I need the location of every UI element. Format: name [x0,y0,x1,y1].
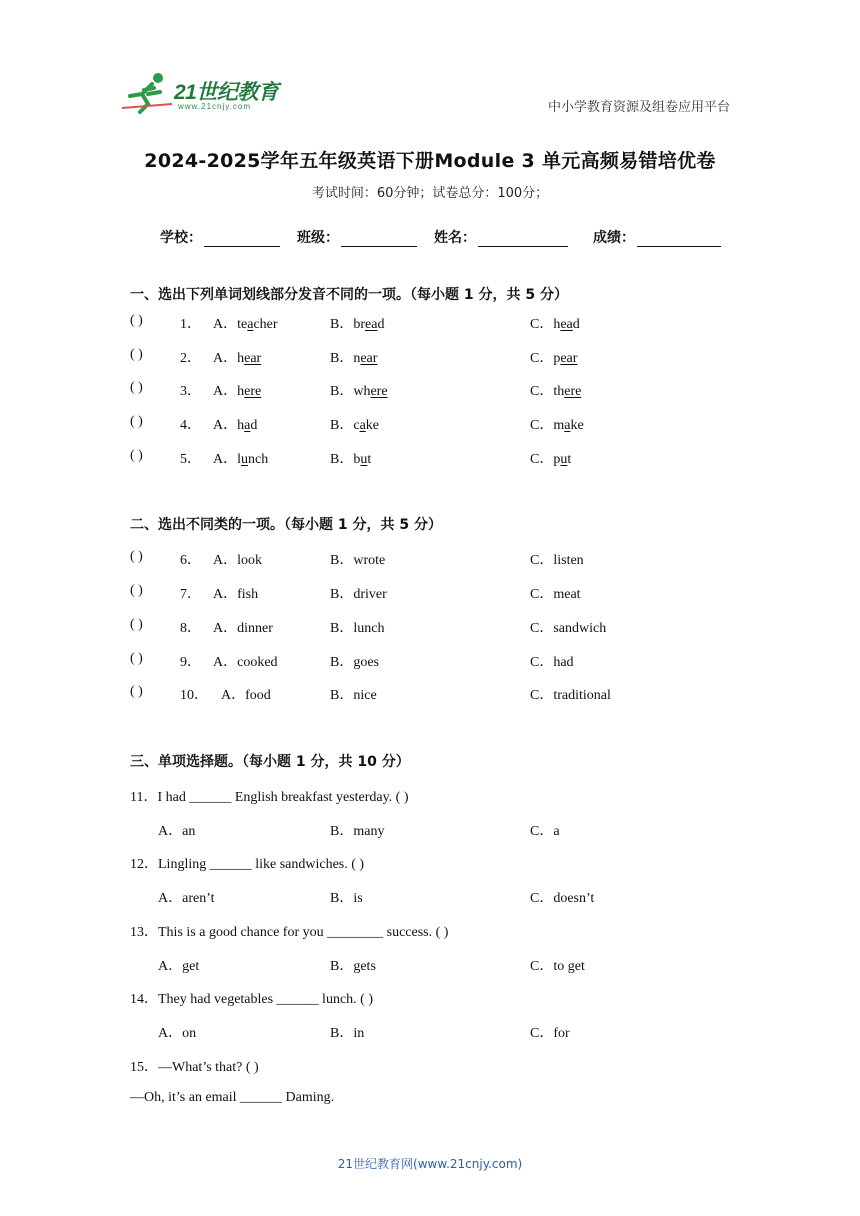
option-b: B．near [330,351,378,366]
question-text: —Oh, it’s an email ______ Daming. [130,1090,335,1105]
question-number: 2． [180,351,201,366]
score-field [593,227,721,247]
option-b[interactable]: B．gets [330,959,376,974]
answer-paren[interactable]: ( ) [130,549,143,564]
question-number: 10． [180,688,208,703]
option-a: A．lunch [213,452,269,467]
class-field [297,227,417,247]
option-a[interactable]: A．an [158,824,196,839]
question-number: 5． [180,452,201,467]
page-title: 2024-2025学年五年级英语下册Module 3 单元高频易错培优卷 [144,150,716,172]
options-row [130,955,730,977]
score-label: 成绩： [593,230,635,246]
question-row [130,313,730,335]
section1-title: 一、选出下列单词划线部分发音不同的一项。（每小题 1 分，共 5 分） [130,287,568,303]
score-blank[interactable] [637,232,721,247]
question-text: 13．This is a good chance for you ________ success. ( ) [130,925,449,940]
name-blank[interactable] [478,232,568,247]
option-b: B．wrote [330,553,386,568]
school-label: 学校： [160,230,202,246]
question-row [130,651,730,673]
question-row [130,380,730,402]
answer-paren[interactable]: ( ) [130,380,143,395]
option-a: A．teacher [213,317,278,332]
option-b: B．goes [330,655,379,670]
exam-info: 考试时间：60分钟；试卷总分：100分； [311,186,549,201]
name-label: 姓名： [434,230,476,246]
footer-link[interactable]: 21世纪教育网(www.21cnjy.com) [337,1157,523,1171]
option-c: C．head [530,317,580,332]
name-field [434,227,568,247]
option-c: C．meat [530,587,581,602]
question-number: 7． [180,587,201,602]
logo-sub-text: www.21cnjy.com [178,102,251,111]
option-a: A．food [221,688,271,703]
option-b: B．where [330,384,388,399]
question-text: 15．—What’s that? ( ) [130,1060,259,1075]
option-a: A．had [213,418,258,433]
option-b: B．lunch [330,621,385,636]
logo [122,70,292,114]
question-row [130,617,730,639]
answer-paren[interactable]: ( ) [130,617,143,632]
option-c: C．had [530,655,574,670]
option-a[interactable]: A．aren’t [158,891,215,906]
option-a: A．dinner [213,621,273,636]
option-c: C．sandwich [530,621,607,636]
options-row [130,820,730,842]
option-c[interactable]: C．for [530,1026,570,1041]
option-a: A．cooked [213,655,278,670]
question-row [130,347,730,369]
question-row [130,684,730,706]
option-c: C．traditional [530,688,611,703]
options-row [130,887,730,909]
question-row [130,583,730,605]
option-a: A．here [213,384,262,399]
option-c: C．pear [530,351,578,366]
section3-title: 三、单项选择题。（每小题 1 分，共 10 分） [130,754,410,770]
answer-paren[interactable]: ( ) [130,313,143,328]
option-a: A．hear [213,351,262,366]
class-blank[interactable] [341,232,417,247]
question-number: 6． [180,553,201,568]
answer-paren[interactable]: ( ) [130,684,143,699]
option-b: B．bread [330,317,385,332]
question-row [130,414,730,436]
option-b: B．but [330,452,372,467]
answer-paren[interactable]: ( ) [130,347,143,362]
option-c[interactable]: C．to get [530,959,585,974]
platform-label: 中小学教育资源及组卷应用平台 [547,100,730,115]
section2-title: 二、选出不同类的一项。（每小题 1 分，共 5 分） [130,517,442,533]
option-b[interactable]: B．many [330,824,385,839]
answer-paren[interactable]: ( ) [130,583,143,598]
answer-paren[interactable]: ( ) [130,448,143,463]
option-c[interactable]: C．doesn’t [530,891,595,906]
question-number: 9． [180,655,201,670]
option-a[interactable]: A．get [158,959,200,974]
question-row [130,549,730,571]
option-c: C．put [530,452,572,467]
option-c: C．listen [530,553,584,568]
option-b: B．nice [330,688,377,703]
option-b: B．driver [330,587,387,602]
runner-logo-icon [122,70,174,114]
option-b: B．cake [330,418,379,433]
logo-main-text: 21世纪教育 [174,81,279,104]
option-c: C．make [530,418,584,433]
question-text: 14．They had vegetables ______ lunch. ( ) [130,992,373,1007]
question-text: 12．Lingling ______ like sandwiches. ( ) [130,857,365,872]
question-row [130,448,730,470]
question-number: 1． [180,317,201,332]
option-a[interactable]: A．on [158,1026,197,1041]
option-b[interactable]: B．is [330,891,363,906]
class-label: 班级： [297,230,339,246]
option-b[interactable]: B．in [330,1026,365,1041]
school-field [160,227,280,247]
option-a: A．look [213,553,262,568]
option-a: A．fish [213,587,259,602]
answer-paren[interactable]: ( ) [130,414,143,429]
question-text: 11．I had ______ English breakfast yesterday. ( ) [130,790,409,805]
question-number: 4． [180,418,201,433]
question-number: 8． [180,621,201,636]
option-c: C．there [530,384,582,399]
question-number: 3． [180,384,201,399]
answer-paren[interactable]: ( ) [130,651,143,666]
options-row [130,1022,730,1044]
school-blank[interactable] [204,232,280,247]
option-c[interactable]: C．a [530,824,560,839]
